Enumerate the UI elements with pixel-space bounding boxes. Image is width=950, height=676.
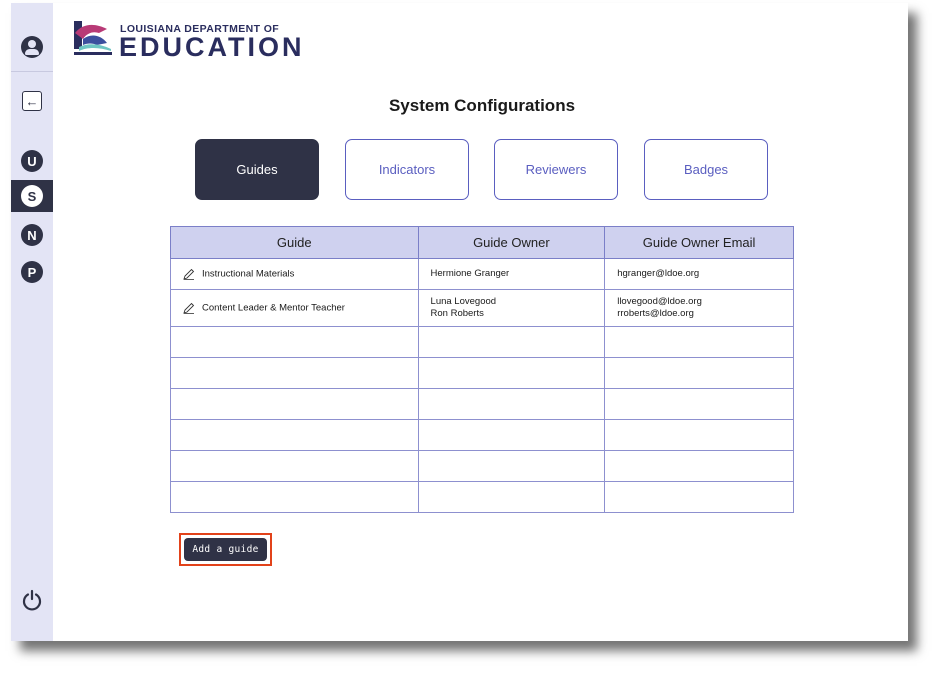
tab-reviewers[interactable]: Reviewers (494, 139, 618, 200)
add-guide-highlight (179, 533, 272, 566)
tab-badges[interactable]: Badges (644, 139, 768, 200)
empty-cell (171, 482, 419, 513)
owner-email: llovegood@ldoe.org (617, 296, 702, 307)
sidebar-item-n[interactable] (21, 224, 43, 246)
edit-pencil-icon[interactable] (183, 268, 195, 280)
owner-name: Hermione Granger (430, 268, 510, 279)
logo-title: EDUCATION (119, 32, 305, 62)
owner-name: Luna Lovegood (430, 296, 497, 307)
empty-cell (418, 358, 605, 389)
empty-cell (171, 420, 419, 451)
owner-email: hgranger@ldoe.org (617, 268, 700, 279)
owner-cell (418, 259, 605, 290)
empty-cell (418, 389, 605, 420)
guides-table (170, 226, 794, 513)
column-header-guide-owner-email: Guide Owner Email (605, 227, 794, 259)
empty-cell (171, 451, 419, 482)
empty-cell (605, 482, 794, 513)
pelican-logo-icon (73, 19, 115, 59)
table-row-empty (171, 451, 794, 482)
sidebar-item-label: S (27, 188, 37, 204)
empty-cell (605, 389, 794, 420)
guide-name: Instructional Materials (202, 268, 295, 280)
sidebar-divider (11, 71, 53, 72)
empty-cell (605, 451, 794, 482)
table-row-empty (171, 420, 794, 451)
tab-indicators[interactable]: Indicators (345, 139, 469, 200)
sidebar-item-p[interactable] (21, 261, 43, 283)
table-row-empty (171, 327, 794, 358)
edit-pencil-icon[interactable] (183, 302, 195, 314)
column-header-guide: Guide (171, 227, 419, 259)
empty-cell (171, 389, 419, 420)
empty-cell (418, 482, 605, 513)
table-row (171, 259, 794, 290)
email-cell (605, 259, 794, 290)
owner-cell (418, 290, 605, 327)
empty-cell (171, 358, 419, 389)
add-guide-button[interactable]: Add a guide (184, 538, 267, 561)
sidebar-item-s[interactable] (21, 185, 43, 207)
table-row (171, 290, 794, 327)
empty-cell (605, 327, 794, 358)
owner-email: rroberts@ldoe.org (617, 308, 694, 319)
table-row-empty (171, 482, 794, 513)
power-icon[interactable] (21, 589, 43, 611)
sidebar-item-u[interactable] (21, 150, 43, 172)
owner-name: Ron Roberts (430, 308, 484, 319)
guide-cell (171, 259, 419, 290)
table-row-empty (171, 389, 794, 420)
logo-subtitle: LOUISIANA DEPARTMENT OF (120, 23, 280, 35)
guide-cell (171, 290, 419, 327)
sidebar-item-label: U (27, 153, 37, 169)
email-cell (605, 290, 794, 327)
tab-guides[interactable]: Guides (195, 139, 319, 200)
column-header-guide-owner: Guide Owner (418, 227, 605, 259)
user-account-icon[interactable] (21, 36, 43, 58)
empty-cell (605, 358, 794, 389)
empty-cell (418, 327, 605, 358)
page-title: System Configurations (388, 96, 576, 115)
app-window (11, 3, 908, 641)
empty-cell (418, 451, 605, 482)
sidebar-item-label: P (27, 264, 37, 280)
table-header-row (171, 227, 794, 259)
guide-name: Content Leader & Mentor Teacher (202, 302, 345, 314)
table-row-empty (171, 358, 794, 389)
empty-cell (171, 327, 419, 358)
empty-cell (605, 420, 794, 451)
sidebar-item-label: N (27, 227, 37, 243)
empty-cell (418, 420, 605, 451)
back-arrow-icon[interactable]: ← (22, 91, 42, 111)
